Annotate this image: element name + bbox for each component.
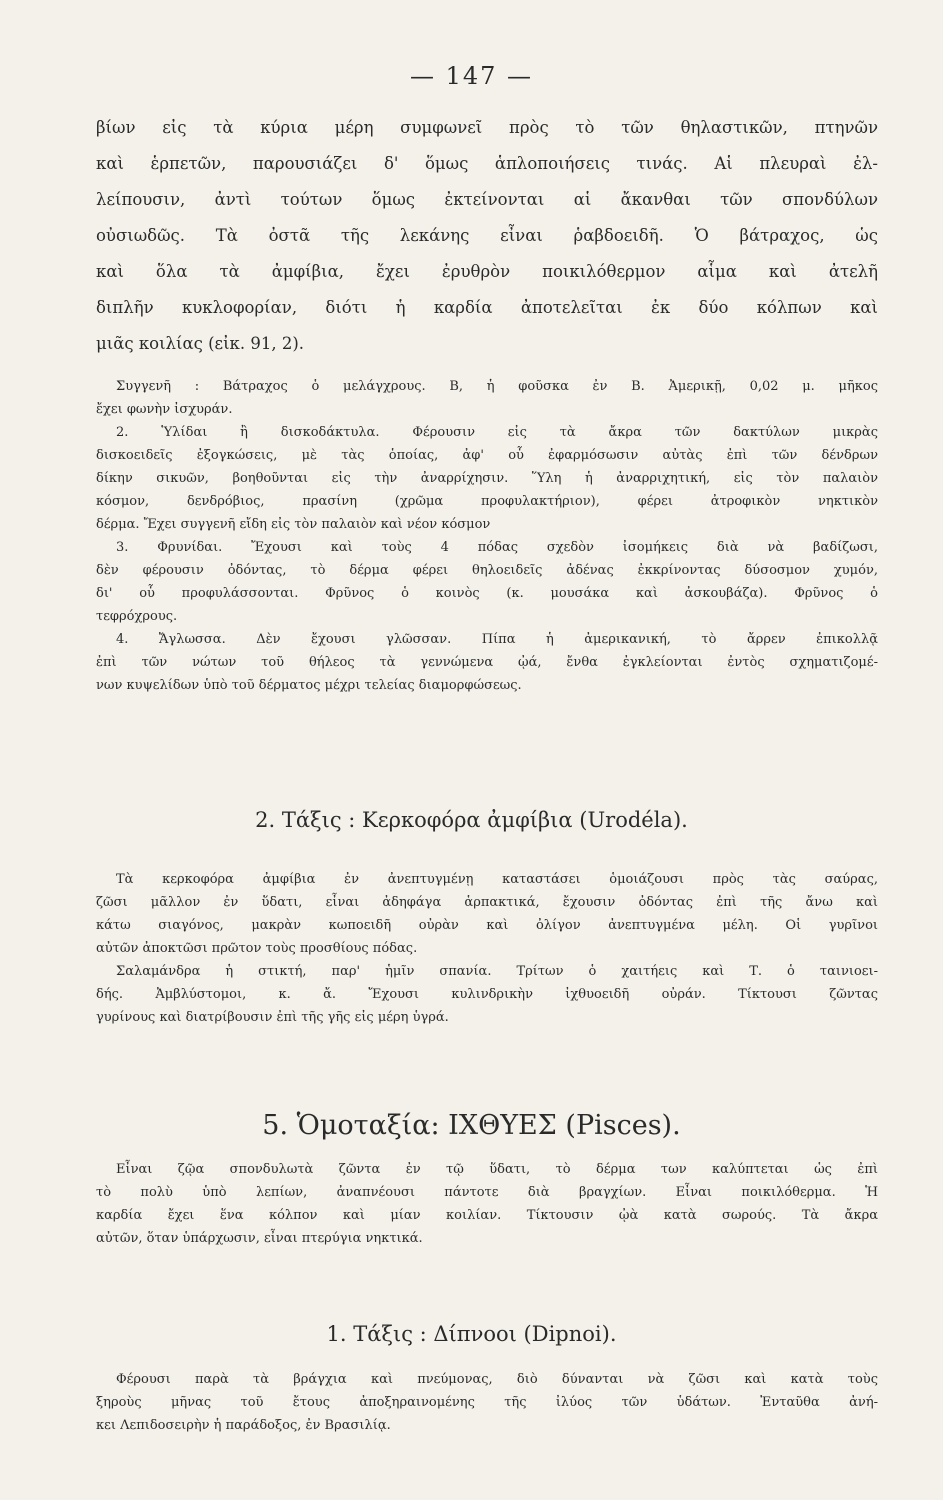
text-line: δέρμα. Ἔχει συγγενῆ εἴδη εἰς τὸν παλαιὸν καὶ νέον κόσμον xyxy=(96,517,491,532)
text-line: κόσμον, δενδρόβιος, πρασίνη (χρῶμα προφυλακτήριον), φέρει ἀτροφικὸν νηκτικὸν xyxy=(96,494,878,509)
text-line: κάτω σιαγόνος, μακρὰν κωποειδῆ οὐρὰν καὶ ὀλίγον ἀνεπτυγμένα μέλη. Οἱ γυρῖνοι xyxy=(96,918,878,933)
paragraph-dipnoi xyxy=(96,1368,878,1437)
text-line: ἐπὶ τῶν νώτων τοῦ θήλεος τὰ γεννώμενα ᾠά, ἔνθα ἐγκλείονται ἐντὸς σχηματιζομέ- xyxy=(96,655,878,670)
paragraph-related-families xyxy=(96,375,878,697)
text-line: καὶ ἑρπετῶν, παρουσιάζει δ' ὅμως ἁπλοποιήσεις τινάς. Αἱ πλευραὶ ἐλ- xyxy=(96,154,878,173)
text-line: νων κυψελίδων ὑπὸ τοῦ δέρματος μέχρι τελείας διαμορφώσεως. xyxy=(96,678,522,693)
text-line: δισκοειδεῖς ἐξογκώσεις, μὲ τὰς ὁποίας, ἀφ' οὗ ἐφαρμόσωσιν αὐτὰς ἐπὶ τῶν δένδρων xyxy=(96,448,878,463)
text-line: Φέρουσι παρὰ τὰ βράγχια καὶ πνεύμονας, διὸ δύνανται νὰ ζῶσι καὶ κατὰ τοὺς xyxy=(116,1372,878,1387)
text-line: δίκην σικυῶν, βοηθοῦνται εἰς τὴν ἀναρρίχησιν. Ὕλη ἡ ἀναρριχητική, εἰς τὸν παλαιὸν xyxy=(96,471,878,486)
text-line: κει Λεπιδοσειρὴν ἡ παράδοξος, ἐν Βρασιλίᾳ. xyxy=(96,1418,391,1433)
text-line: ἔχει φωνὴν ἰσχυράν. xyxy=(96,402,233,417)
section-heading-dipnoi: 1. Τάξις : Δίπνοοι (Dipnoi). xyxy=(326,1322,617,1346)
text-line: μιᾶς κοιλίας (εἰκ. 91, 2). xyxy=(96,334,305,353)
text-line: Συγγενῆ : Βάτραχος ὁ μελάγχρους. Β, ἡ φοῦσκα ἐν Β. Ἀμερικῇ, 0,02 μ. μῆκος xyxy=(116,379,878,394)
text-line: γυρίνους καὶ διατρίβουσιν ἐπὶ τῆς γῆς εἰς μέρη ὑγρά. xyxy=(96,1010,449,1025)
text-line: καὶ ὅλα τὰ ἀμφίβια, ἔχει ἐρυθρὸν ποικιλόθερμον αἷμα καὶ ἀτελῆ xyxy=(96,262,878,281)
paragraph-amphibian-skeleton xyxy=(96,110,878,362)
paragraph-urodela xyxy=(96,868,878,1029)
text-line: δής. Ἀμβλύστομοι, κ. ἄ. Ἔχουσι κυλινδρικὴν ἰχθυοειδῆ οὐράν. Τίκτουσι ζῶντας xyxy=(96,987,878,1002)
text-line: λείπουσιν, ἀντὶ τούτων ὅμως ἐκτείνονται αἱ ἄκανθαι τῶν σπονδύλων xyxy=(96,190,878,209)
text-line: 4. Ἄγλωσσα. Δὲν ἔχουσι γλῶσσαν. Πίπα ἡ ἀμερικανική, τὸ ἄρρεν ἐπικολλᾷ xyxy=(116,632,878,647)
text-line: τεφρόχρους. xyxy=(96,609,178,624)
text-line: δι' οὗ προφυλάσσονται. Φρῦνος ὁ κοινὸς (κ. μουσάκα καὶ ἀσκουβάζα). Φρῦνος ὁ xyxy=(96,586,878,601)
text-line: 3. Φρυνίδαι. Ἔχουσι καὶ τοὺς 4 πόδας σχεδὸν ἰσομήκεις διὰ νὰ βαδίζωσι, xyxy=(116,540,878,555)
text-line: αὐτῶν, ὅταν ὑπάρχωσιν, εἶναι πτερύγια νηκτικά. xyxy=(96,1231,423,1246)
text-line: δὲν φέρουσιν ὀδόντας, τὸ δέρμα φέρει θηλοειδεῖς ἀδένας ἐκκρίνοντας δύσοσμον χυμόν, xyxy=(96,563,878,578)
section-heading-urodela: 2. Τάξις : Κερκοφόρα ἀμφίβια (Urodéla). xyxy=(255,808,688,832)
text-line: διπλῆν κυκλοφορίαν, διότι ἡ καρδία ἀποτελεῖται ἐκ δύο κόλπων καὶ xyxy=(96,298,878,317)
section-heading-pisces: 5. Ὁμοταξία: ΙΧΘΥΕΣ (Pisces). xyxy=(262,1110,681,1141)
text-line: 2. Ὑλίδαι ἢ δισκοδάκτυλα. Φέρουσιν εἰς τὰ ἄκρα τῶν δακτύλων μικρὰς xyxy=(116,425,878,440)
text-line: Τὰ κερκοφόρα ἀμφίβια ἐν ἀνεπτυγμένῃ καταστάσει ὁμοιάζουσι πρὸς τὰς σαύρας, xyxy=(116,872,878,887)
text-line: καρδία ἔχει ἕνα κόλπον καὶ μίαν κοιλίαν. Τίκτουσιν ᾠὰ κατὰ σωρούς. Τὰ ἄκρα xyxy=(96,1208,878,1223)
text-line: ζῶσι μᾶλλον ἐν ὕδατι, εἶναι ἀδηφάγα ἁρπακτικά, ἔχουσιν ὀδόντας ἐπὶ τῆς ἄνω καὶ xyxy=(96,895,878,910)
text-line: βίων εἰς τὰ κύρια μέρη συμφωνεῖ πρὸς τὸ τῶν θηλαστικῶν, πτηνῶν xyxy=(96,118,878,137)
text-line: τὸ πολὺ ὑπὸ λεπίων, ἀναπνέουσι πάντοτε διὰ βραγχίων. Εἶναι ποικιλόθερμα. Ἡ xyxy=(96,1185,878,1200)
text-line: Σαλαμάνδρα ἡ στικτή, παρ' ἡμῖν σπανία. Τρίτων ὁ χαιτήεις καὶ Τ. ὁ ταινιοει- xyxy=(116,964,878,979)
text-line: ξηροὺς μῆνας τοῦ ἔτους ἀποξηραινομένης τῆς ἰλύος τῶν ὑδάτων. Ἐνταῦθα ἀνή- xyxy=(96,1395,878,1410)
page-number: — 147 — xyxy=(409,62,534,90)
text-line: οὐσιωδῶς. Τὰ ὀστᾶ τῆς λεκάνης εἶναι ῥαβδοειδῆ. Ὁ βάτραχος, ὡς xyxy=(96,226,878,245)
text-line: αὐτῶν ἀποκτῶσι πρῶτον τοὺς προσθίους πόδας. xyxy=(96,941,418,956)
text-line: Εἶναι ζῷα σπονδυλωτὰ ζῶντα ἐν τῷ ὕδατι, τὸ δέρμα των καλύπτεται ὡς ἐπὶ xyxy=(116,1162,878,1177)
paragraph-pisces xyxy=(96,1158,878,1250)
